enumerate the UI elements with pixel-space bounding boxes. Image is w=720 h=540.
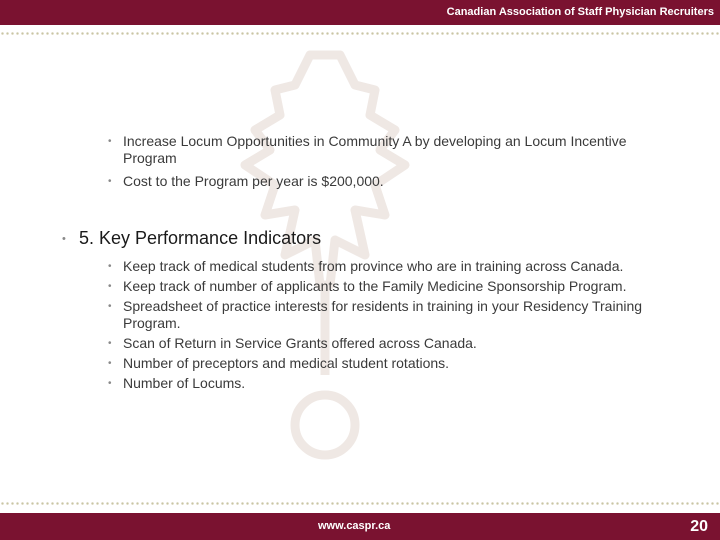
list-item-text: Keep track of number of applicants to the Family Medicine Sponsorship Program. <box>123 278 627 294</box>
page-number: 20 <box>690 518 708 535</box>
kpi-list <box>108 258 668 395</box>
list-item <box>108 173 668 190</box>
footer-divider <box>0 502 720 505</box>
section-heading: 5. Key Performance Indicators <box>79 228 322 248</box>
list-item <box>108 258 668 275</box>
list-item-text: Increase Locum Opportunities in Community A by developing an Locum Incentive Program <box>123 133 627 166</box>
bullet: • <box>62 233 66 245</box>
list-item-text: Spreadsheet of practice interests for residents in training in your Residency Training Program. <box>123 298 643 331</box>
list-item-text: Cost to the Program per year is $200,000. <box>123 173 384 189</box>
list-item-text: Scan of Return in Service Grants offered across Canada. <box>123 335 477 351</box>
list-item <box>108 375 668 392</box>
list-item-text: Number of Locums. <box>123 375 246 391</box>
bullet: • <box>108 301 112 312</box>
bullet: • <box>108 378 112 389</box>
footer-bar <box>0 513 720 540</box>
list-item <box>108 355 668 372</box>
bullet: • <box>108 281 112 292</box>
bullet: • <box>108 358 112 369</box>
header-bar <box>0 0 720 25</box>
list-item-text: Number of preceptors and medical student rotations. <box>123 355 450 371</box>
header-divider <box>0 32 720 35</box>
bullet: • <box>108 176 112 187</box>
bullet: • <box>108 261 112 272</box>
website-link[interactable]: www.caspr.ca <box>318 520 391 532</box>
organization-title: Canadian Association of Staff Physician Recruiters <box>446 6 714 18</box>
bullet: • <box>108 338 112 349</box>
list-item <box>108 133 668 167</box>
list-item-text: Keep track of medical students from province who are in training across Canada. <box>123 258 624 274</box>
bullet: • <box>108 136 112 147</box>
list-item <box>108 278 668 295</box>
list-item <box>108 335 668 352</box>
list-item <box>108 298 668 332</box>
locum-program-list <box>108 133 668 196</box>
